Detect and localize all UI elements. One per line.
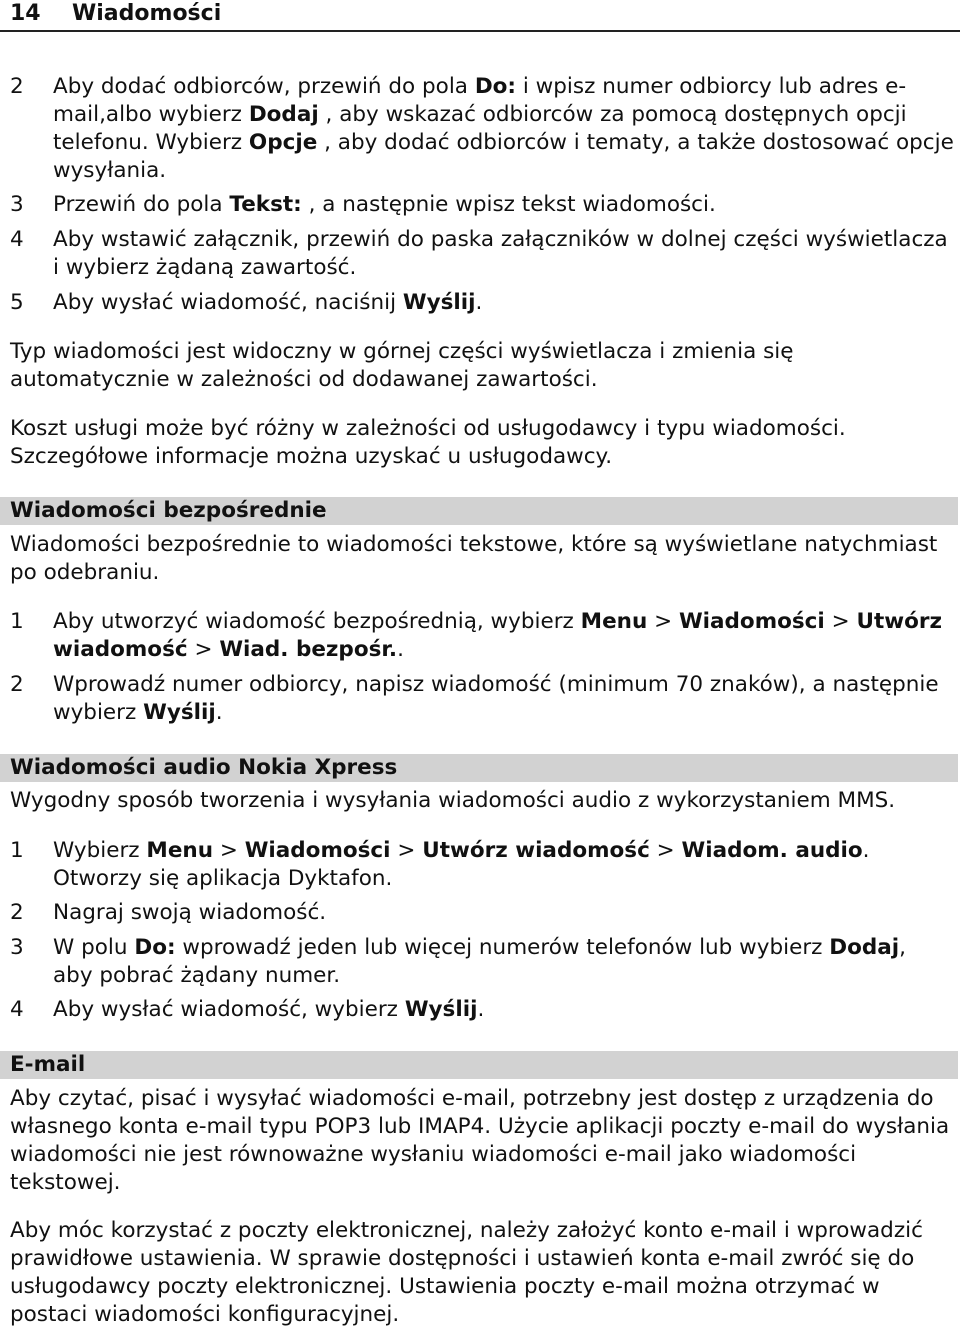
ui-term: wiadomość [53, 637, 188, 662]
step-text [53, 226, 948, 282]
paragraph-email-1 [10, 1085, 952, 1197]
step-line: Przewiń do pola Tekst: , a następnie wpisz tekst wiadomości. [53, 192, 716, 217]
chapter-title: Wiadomości [72, 1, 222, 26]
section-header-flash [0, 497, 958, 525]
step-line: wybierz Wyślij. [53, 700, 223, 725]
step-text [53, 608, 942, 664]
step-number: 4 [10, 997, 24, 1022]
ui-term: Dodaj [829, 935, 900, 960]
paragraph-line: postaci wiadomości konfiguracyjnej. [10, 1302, 400, 1327]
ui-term: Wiadomości [244, 838, 391, 863]
ui-term: Do: [474, 74, 517, 99]
step-number: 2 [10, 900, 24, 925]
paragraph-line: prawidłowe ustawienia. W sprawie dostępności i ustawień konta e-mail zwróć się do [10, 1246, 915, 1271]
ui-term: Wyślij [402, 290, 476, 315]
step-line: Aby utworzyć wiadomość bezpośrednią, wybierz Menu > Wiadomości > Utwórz [53, 609, 942, 634]
step-text [53, 191, 716, 219]
step-line: Wprowadź numer odbiorcy, napisz wiadomość (minimum 70 znaków), a następnie [53, 672, 939, 697]
section-header-audio [0, 754, 958, 782]
step-number: 5 [10, 290, 24, 315]
paragraph-line: Wiadomości bezpośrednie to wiadomości tekstowe, które są wyświetlane natychmiast [10, 532, 938, 557]
step-number: 3 [10, 935, 24, 960]
step-line: wiadomość > Wiad. bezpośr.. [53, 637, 404, 662]
step-line: Aby wstawić załącznik, przewiń do paska załączników w dolnej części wyświetlacza [53, 227, 948, 252]
ui-term: Tekst: [229, 192, 302, 217]
paragraph-line: własnego konta e-mail typu POP3 lub IMAP4. Użycie aplikacji poczty e-mail do wysłania [10, 1114, 950, 1139]
paragraph-line: Wygodny sposób tworzenia i wysyłania wiadomości audio z wykorzystaniem MMS. [10, 788, 896, 813]
page-number: 14 [10, 1, 41, 26]
step-text [53, 934, 906, 990]
step-number: 1 [10, 609, 24, 634]
ui-term: Menu [146, 838, 214, 863]
paragraph-message-type [10, 338, 952, 394]
step-text [53, 837, 870, 893]
paragraph-line: Aby móc korzystać z poczty elektronicznej, należy założyć konto e-mail i wprowadzić [10, 1218, 923, 1243]
step-number: 4 [10, 227, 24, 252]
ui-term: Wiad. bezpośr. [219, 637, 398, 662]
step-line: i wybierz żądaną zawartość. [53, 255, 357, 280]
ui-term: Wiadom. audio [681, 838, 863, 863]
section-header-email [0, 1051, 958, 1079]
paragraph-line: wiadomości nie jest równoważne wysłaniu wiadomości e-mail jako wiadomości [10, 1142, 857, 1167]
ui-term: Wiadomości [678, 609, 825, 634]
step-line: telefonu. Wybierz Opcje , aby dodać odbiorców i tematy, a także dostosować opcje [53, 130, 954, 155]
paragraph-email-2 [10, 1217, 952, 1329]
page-header [0, 0, 960, 32]
step-line: Aby dodać odbiorców, przewiń do pola Do: i wpisz numer odbiorcy lub adres e- [53, 74, 907, 99]
ui-term: Wyślij [404, 997, 478, 1022]
step-line: mail,albo wybierz Dodaj , aby wskazać odbiorców za pomocą dostępnych opcji [53, 102, 907, 127]
step-number: 3 [10, 192, 24, 217]
paragraph-line: automatycznie w zależności od dodawanej zawartości. [10, 367, 598, 392]
step-text [53, 289, 482, 317]
step-line: Aby wysłać wiadomość, naciśnij Wyślij. [53, 290, 483, 315]
paragraph-line: tekstowej. [10, 1170, 121, 1195]
ui-term: Dodaj [248, 102, 319, 127]
paragraph-line: Szczegółowe informacje można uzyskać u usługodawcy. [10, 444, 613, 469]
paragraph-line: usługodawcy poczty elektronicznej. Ustawienia poczty e-mail można otrzymać w [10, 1274, 880, 1299]
step-line: W polu Do: wprowadź jeden lub więcej numerów telefonów lub wybierz Dodaj, [53, 935, 907, 960]
step-text [53, 996, 484, 1024]
paragraph-line: Typ wiadomości jest widoczny w górnej części wyświetlacza i zmienia się [10, 339, 794, 364]
step-text [53, 671, 939, 727]
step-line: Nagraj swoją wiadomość. [53, 900, 327, 925]
step-line: Otworzy się aplikacja Dyktafon. [53, 866, 393, 891]
ui-term: Menu [580, 609, 648, 634]
ui-term: Utwórz [856, 609, 942, 634]
step-line: Aby wysłać wiadomość, wybierz Wyślij. [53, 997, 485, 1022]
ui-term: Opcje [248, 130, 318, 155]
ui-term: Wyślij [143, 700, 216, 725]
step-number: 2 [10, 74, 24, 99]
ui-term: Utwórz wiadomość [422, 838, 650, 863]
paragraph-line: Koszt usługi może być różny w zależności od usługodawcy i typu wiadomości. [10, 416, 846, 441]
step-text [53, 73, 954, 185]
step-number: 2 [10, 672, 24, 697]
section-title: E-mail [10, 1052, 86, 1077]
step-line: aby pobrać żądany numer. [53, 963, 341, 988]
paragraph-flash-intro [10, 531, 952, 587]
step-line: Wybierz Menu > Wiadomości > Utwórz wiadomość > Wiadom. audio. [53, 838, 870, 863]
step-text [53, 899, 326, 927]
step-number: 1 [10, 838, 24, 863]
paragraph-line: Aby czytać, pisać i wysyłać wiadomości e-mail, potrzebny jest dostęp z urządzenia do [10, 1086, 934, 1111]
paragraph-cost [10, 415, 952, 471]
paragraph-audio-intro [10, 787, 952, 815]
section-title: Wiadomości bezpośrednie [10, 498, 327, 523]
step-line: wysyłania. [53, 158, 167, 183]
paragraph-line: po odebraniu. [10, 560, 160, 585]
section-title: Wiadomości audio Nokia Xpress [10, 755, 398, 780]
ui-term: Do: [134, 935, 176, 960]
